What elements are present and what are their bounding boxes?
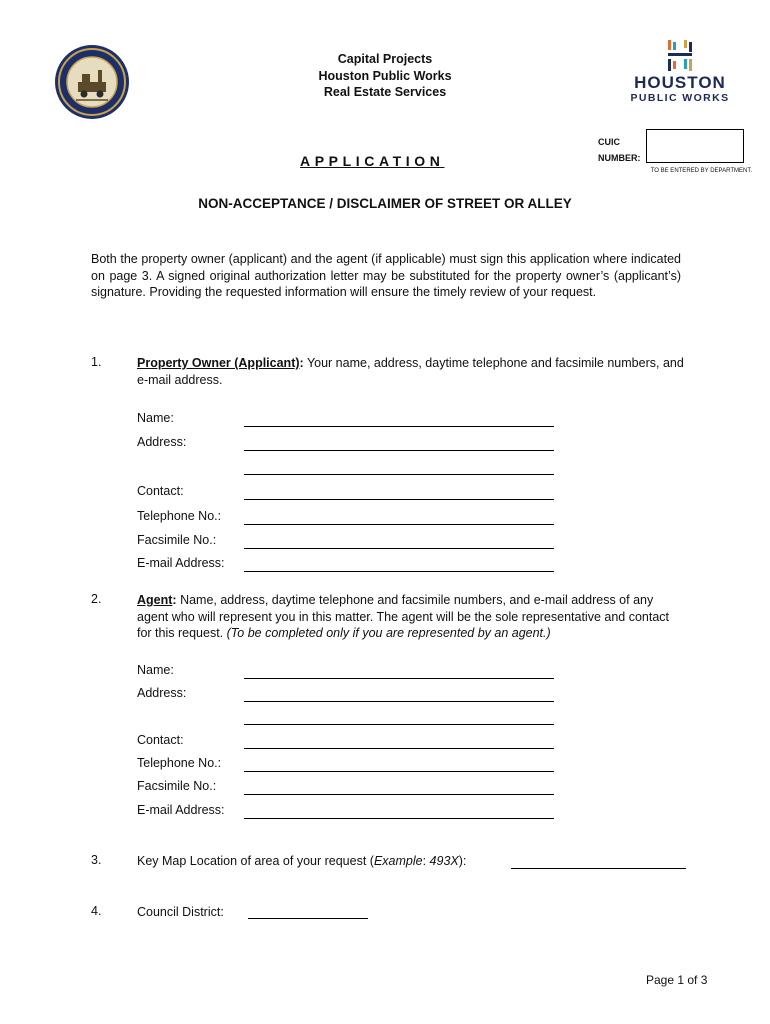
agent-contact-field[interactable] — [244, 748, 554, 749]
agent-address-field-2[interactable] — [244, 724, 554, 725]
header-line-houston-public-works: Houston Public Works — [318, 68, 452, 83]
owner-address-field-1[interactable] — [244, 450, 554, 451]
cuic-label — [598, 134, 641, 166]
section-1-description — [137, 355, 685, 388]
agent-email-label: E-mail Address: — [137, 803, 225, 817]
section-1-text: Your name, address, daytime telephone and facsimile numbers, and e-mail address. — [137, 356, 684, 387]
agent-address-label: Address: — [137, 686, 187, 700]
owner-telephone-field[interactable] — [244, 524, 554, 525]
owner-name-label: Name: — [137, 411, 174, 425]
application-title: APPLICATION — [300, 153, 445, 169]
section-2-description — [137, 592, 685, 642]
agent-facsimile-label: Facsimile No.: — [137, 779, 217, 793]
section-3-number: 3. — [91, 853, 102, 867]
section-1-number: 1. — [91, 355, 102, 369]
form-subtitle: NON-ACCEPTANCE / DISCLAIMER OF STREET OR ALLEY — [198, 196, 572, 211]
houston-public-works-logo — [628, 40, 732, 106]
owner-name-field[interactable] — [244, 426, 554, 427]
header-line-real-estate-services: Real Estate Services — [323, 85, 447, 99]
section-3-example-sep: : — [422, 854, 430, 868]
logo-word-public-works: PUBLIC WORKS — [630, 92, 730, 104]
section-3-example-value: 493X — [429, 854, 459, 868]
logo-word-houston: HOUSTON — [634, 73, 726, 92]
owner-facsimile-field[interactable] — [244, 548, 554, 549]
section-1-heading: Property Owner (Applicant) — [137, 356, 300, 370]
intro-paragraph: Both the property owner (applicant) and the agent (if applicable) must sign this application where indicated on page 3. A signed original authorization letter may be substituted for the property owner’s (applicant’s) signature. Providing the requested information will ensure the timely review of your request. — [91, 252, 681, 299]
owner-telephone-label: Telephone No.: — [137, 509, 222, 523]
section-2-number: 2. — [91, 592, 102, 606]
owner-email-field[interactable] — [244, 571, 554, 572]
agent-name-label: Name: — [137, 663, 174, 677]
cuic-note: TO BE ENTERED BY DEPARTMENT. — [650, 168, 752, 174]
owner-address-field-2[interactable] — [244, 474, 554, 475]
section-3-text — [137, 853, 466, 870]
owner-email-label: E-mail Address: — [137, 556, 225, 570]
owner-facsimile-label: Facsimile No.: — [137, 533, 217, 547]
section-2-heading: Agent — [137, 593, 173, 607]
cuic-label-line1: CUIC — [598, 137, 620, 147]
section-3-text-before: Key Map Location of area of your request ( — [137, 854, 374, 868]
agent-name-field[interactable] — [244, 678, 554, 679]
section-3-example-label: Example — [373, 854, 423, 868]
section-4-text: Council District: — [137, 905, 224, 919]
cuic-label-line2: NUMBER: — [598, 153, 641, 163]
cuic-number-field[interactable] — [646, 129, 744, 163]
agent-telephone-field[interactable] — [244, 771, 554, 772]
section-4-number: 4. — [91, 904, 102, 918]
owner-contact-label: Contact: — [137, 484, 184, 498]
page-number: Page 1 of 3 — [646, 973, 708, 987]
agent-telephone-label: Telephone No.: — [137, 756, 222, 770]
key-map-location-field[interactable] — [511, 868, 686, 869]
header-line-capital-projects: Capital Projects — [337, 52, 433, 66]
owner-address-label: Address: — [137, 435, 187, 449]
agent-email-field[interactable] — [244, 818, 554, 819]
agent-address-field-1[interactable] — [244, 701, 554, 702]
agent-facsimile-field[interactable] — [244, 794, 554, 795]
section-2-italic-note: (To be completed only if you are represented by an agent.) — [226, 626, 551, 640]
agent-contact-label: Contact: — [137, 733, 184, 747]
logo-h-mark-icon — [666, 40, 694, 72]
section-3-text-after: ): — [458, 854, 467, 868]
council-district-field[interactable] — [248, 918, 368, 919]
owner-contact-field[interactable] — [244, 499, 554, 500]
section-2-text: Name, address, daytime telephone and facsimile numbers, and e-mail address of any agent who will represent you in this matter. The agent will be the sole representative and contact for this request. — [137, 593, 670, 640]
section-2-colon: : — [172, 593, 177, 607]
section-1-colon: : — [299, 356, 304, 370]
